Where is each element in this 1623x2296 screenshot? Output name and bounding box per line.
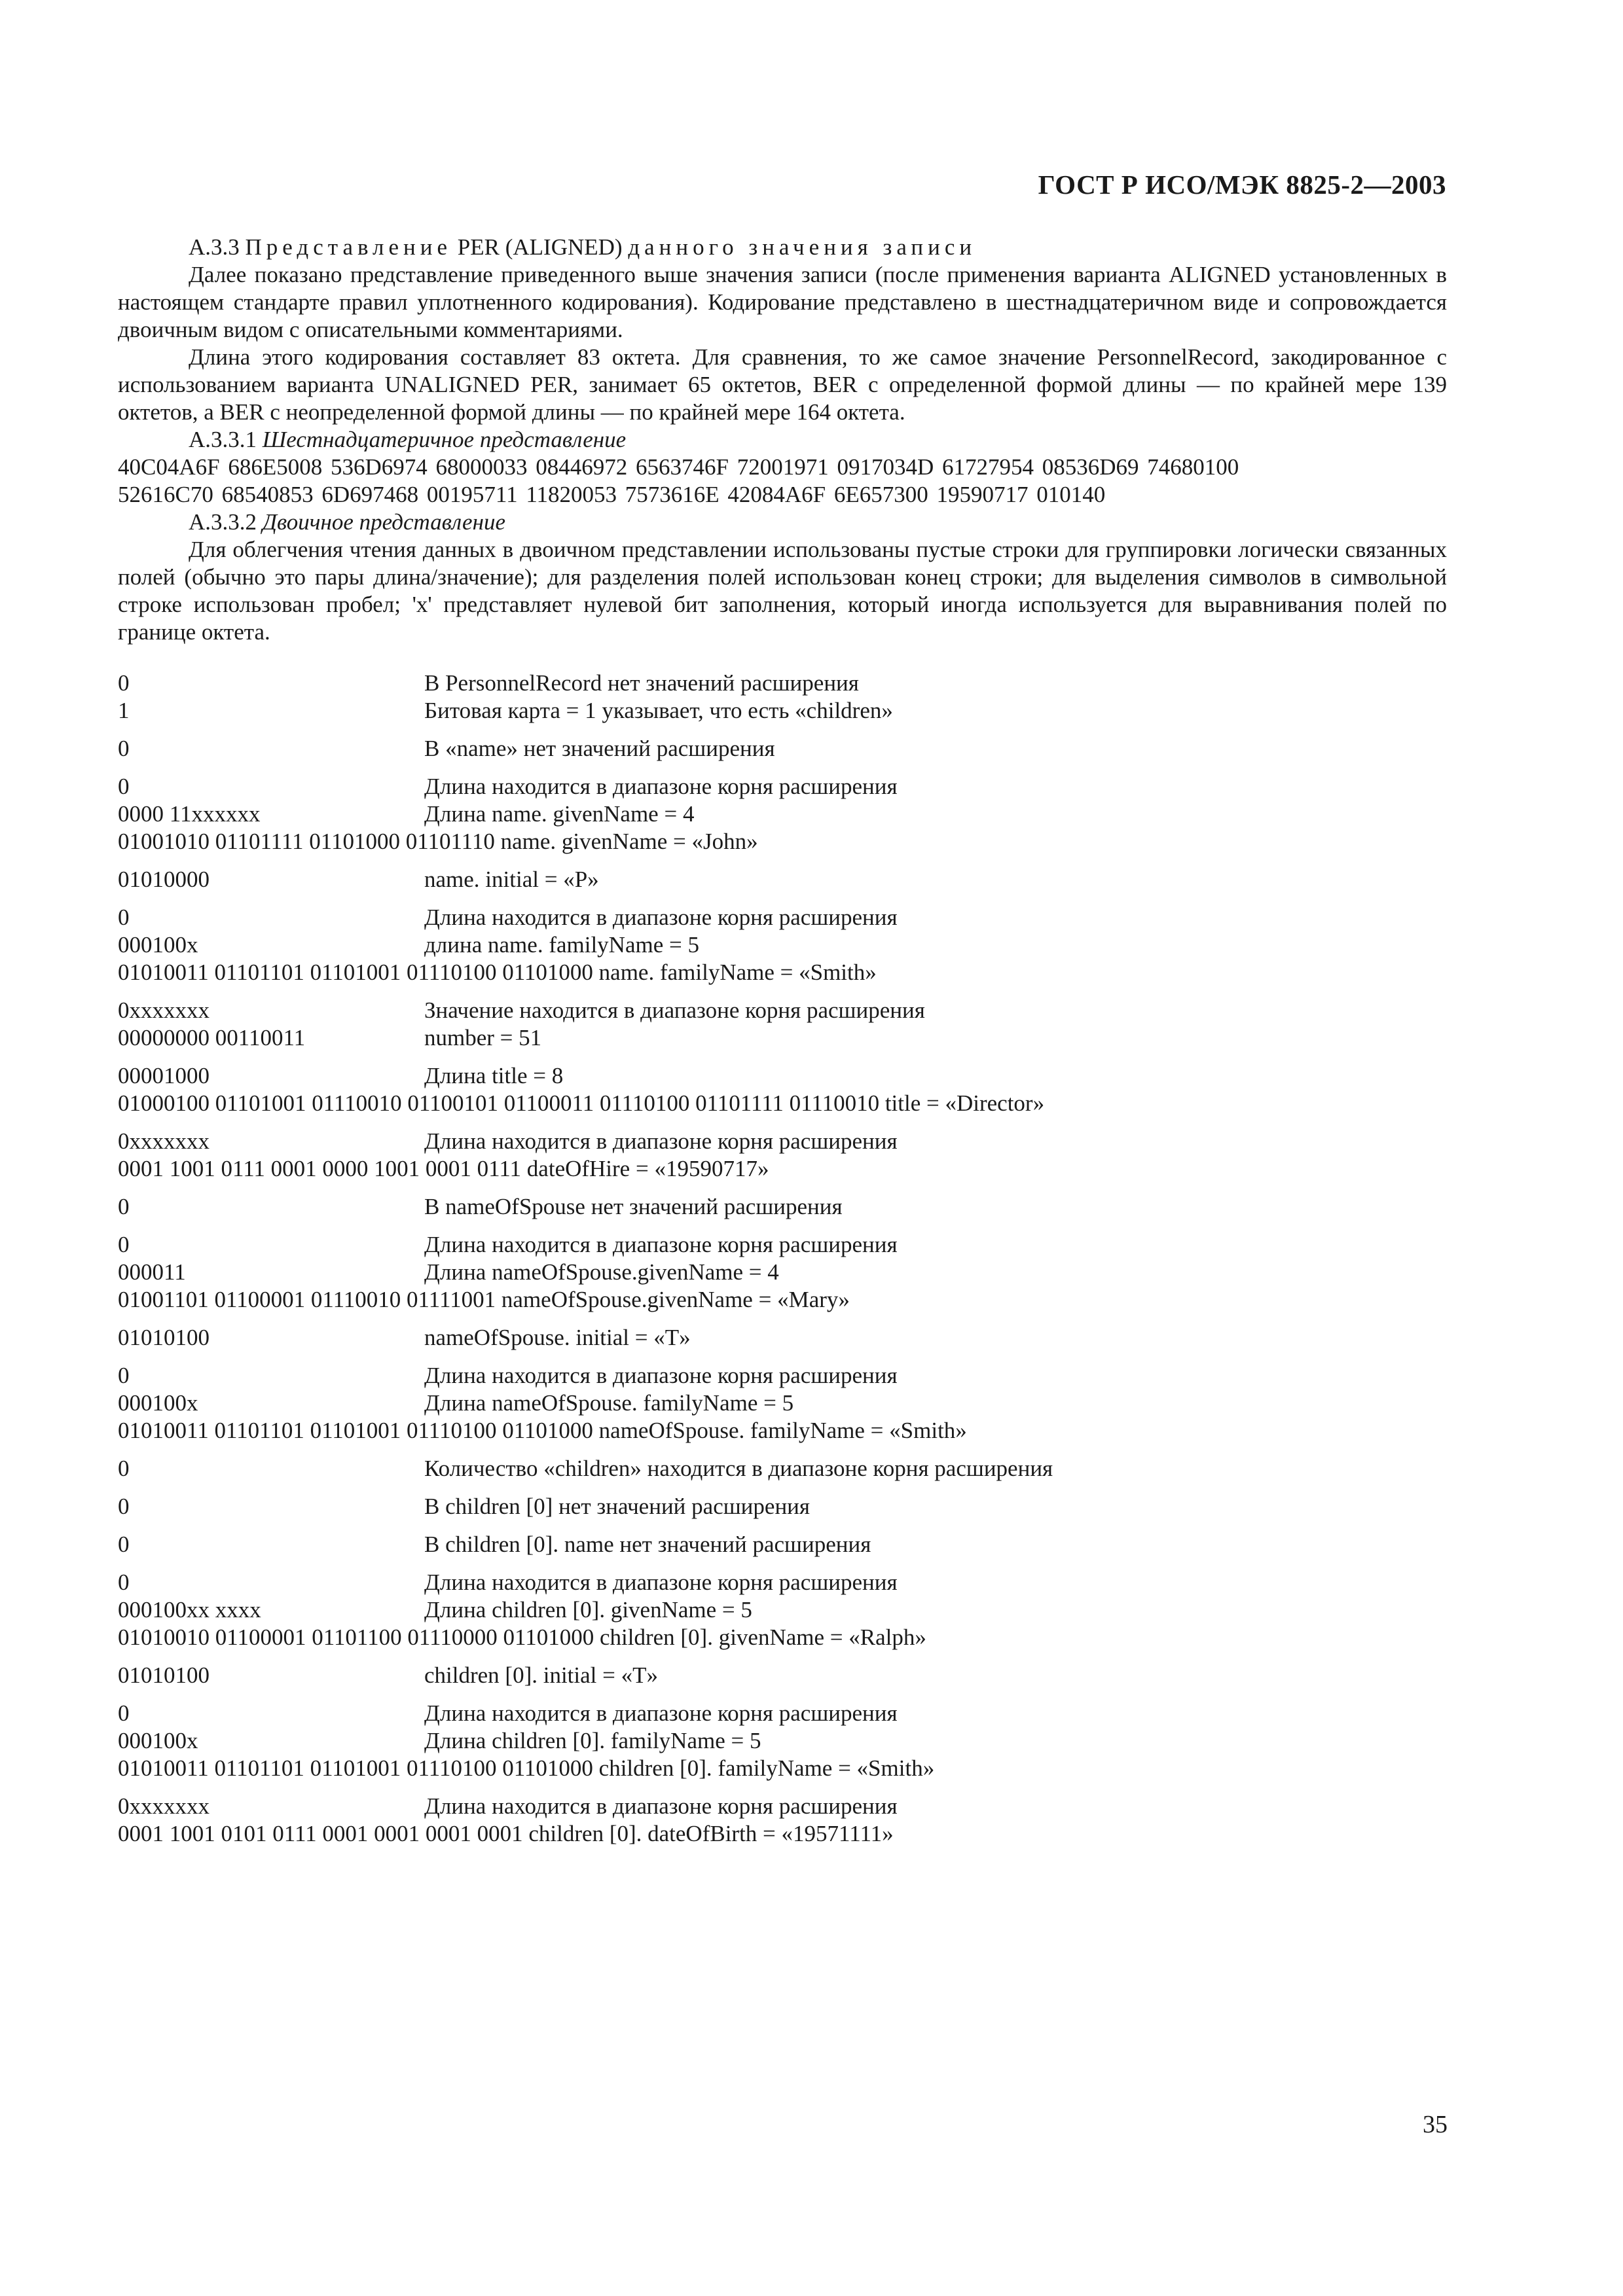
comment-cell: Длина title = 8 bbox=[424, 1063, 564, 1088]
binary-row bbox=[118, 1362, 1447, 1390]
comment-cell: Длина находится в диапазоне корня расширения bbox=[424, 1793, 898, 1819]
binary-row bbox=[118, 735, 1447, 762]
binary-value-line: 01010011 01101101 01101001 01110100 01101000 nameOfSpouse. familyName = «Smith» bbox=[118, 1418, 967, 1443]
binary-group bbox=[118, 1128, 1447, 1183]
binary-row bbox=[118, 1531, 1447, 1558]
section-title-mid: PER (ALIGNED) bbox=[457, 234, 623, 260]
bits-cell: 0 bbox=[118, 736, 130, 761]
section-title-tail: данного значения записи bbox=[628, 234, 977, 260]
binary-value-line: 01010010 01100001 01101100 01110000 01101000 children [0]. givenName = «Ralph» bbox=[118, 1624, 926, 1650]
section-number: A.3.3 bbox=[189, 234, 240, 260]
paragraph-length: Длина этого кодирования составляет 83 октета. Для сравнения, то же самое значение PersonnelRecord, закодированное с использованием варианта UNALIGNED PER, занимает 65 октетов, BER с определенной формой длины — по крайней мере 139 октетов, а BER с неопределенной формой длины — по крайней мере 164 октета. bbox=[118, 344, 1447, 425]
binary-group bbox=[118, 1324, 1447, 1352]
comment-cell: Длина находится в диапазоне корня расширения bbox=[424, 774, 898, 799]
binary-row bbox=[118, 1324, 1447, 1352]
binary-value-line: 01000100 01101001 01110010 01100101 01100011 01110100 01101111 01110010 title = «Director» bbox=[118, 1090, 1045, 1116]
bits-cell: 0 bbox=[118, 670, 130, 696]
binary-row bbox=[118, 931, 1447, 959]
paragraph-binary-explanation: Для облегчения чтения данных в двоичном представлении использованы пустые строки для группировки логически связанных полей (обычно это пары длина/значение); для разделения полей использован конец строки; для выделения символов в символьной строке использован пробел; 'x' представляет нулевой бит заполнения, который иногда используется для выравнивания полей по границе октета. bbox=[118, 537, 1447, 645]
binary-group bbox=[118, 1493, 1447, 1520]
binary-row bbox=[118, 1062, 1447, 1090]
binary-listing bbox=[118, 670, 1447, 1848]
hex-line-1: 40C04A6F 686E5008 536D6974 68000033 08446972 6563746F 72001971 0917034D 61727954 08536D69 74680100 bbox=[118, 454, 1239, 480]
binary-group bbox=[118, 670, 1447, 725]
binary-value-line: 01010011 01101101 01101001 01110100 01101000 name. familyName = «Smith» bbox=[118, 960, 877, 985]
comment-cell: Количество «children» находится в диапазоне корня расширения bbox=[424, 1456, 1053, 1481]
subsection-title: Двоичное представление bbox=[262, 509, 505, 535]
bits-cell: 0 bbox=[118, 1532, 130, 1557]
comment-cell: Длина children [0]. familyName = 5 bbox=[424, 1728, 761, 1753]
binary-row bbox=[118, 1455, 1447, 1482]
binary-group bbox=[118, 1362, 1447, 1444]
binary-row bbox=[118, 1662, 1447, 1689]
comment-cell: Длина находится в диапазоне корня расширения bbox=[424, 1700, 898, 1726]
binary-group bbox=[118, 1569, 1447, 1651]
binary-row bbox=[118, 1193, 1447, 1221]
comment-cell: Длина находится в диапазоне корня расширения bbox=[424, 1128, 898, 1154]
bits-cell: 00001000 bbox=[118, 1063, 210, 1088]
subsection-hex-heading bbox=[118, 426, 1447, 454]
comment-cell: children [0]. initial = «T» bbox=[424, 1662, 659, 1688]
binary-group bbox=[118, 1062, 1447, 1117]
comment-cell: name. initial = «P» bbox=[424, 867, 599, 892]
bits-cell: 0 bbox=[118, 1363, 130, 1388]
bits-cell: 01010000 bbox=[118, 867, 210, 892]
binary-row bbox=[118, 1569, 1447, 1596]
bits-cell: 0 bbox=[118, 1700, 130, 1726]
bits-cell: 00000000 00110011 bbox=[118, 1025, 306, 1050]
bits-cell: 000100x bbox=[118, 1728, 198, 1753]
hex-line-2: 52616C70 68540853 6D697468 00195711 11820053 7573616E 42084A6F 6E657300 19590717 010140 bbox=[118, 482, 1106, 507]
bits-cell: 000100x bbox=[118, 932, 198, 958]
bits-cell: 000011 bbox=[118, 1259, 186, 1285]
comment-cell: Длина nameOfSpouse.givenName = 4 bbox=[424, 1259, 779, 1285]
comment-cell: В PersonnelRecord нет значений расширения bbox=[424, 670, 859, 696]
binary-row bbox=[118, 866, 1447, 893]
binary-group bbox=[118, 773, 1447, 855]
binary-row bbox=[118, 1793, 1447, 1820]
standard-header: ГОСТ Р ИСО/МЭК 8825-2—2003 bbox=[1038, 170, 1446, 200]
comment-cell: В «name» нет значений расширения bbox=[424, 736, 775, 761]
binary-group bbox=[118, 997, 1447, 1052]
bits-cell: 0xxxxxxx bbox=[118, 1793, 210, 1819]
bits-cell: 0 bbox=[118, 1456, 130, 1481]
comment-cell: Длина находится в диапазоне корня расширения bbox=[424, 1570, 898, 1595]
binary-row bbox=[118, 1493, 1447, 1520]
bits-cell: 000100xx xxxx bbox=[118, 1597, 261, 1623]
page-number: 35 bbox=[1423, 2111, 1448, 2138]
comment-cell: Длина находится в диапазоне корня расширения bbox=[424, 1232, 898, 1257]
bits-cell: 000100x bbox=[118, 1390, 198, 1416]
binary-group bbox=[118, 904, 1447, 986]
bits-cell: 0xxxxxxx bbox=[118, 997, 210, 1023]
bits-cell: 0xxxxxxx bbox=[118, 1128, 210, 1154]
binary-row bbox=[118, 1700, 1447, 1727]
bits-cell: 0 bbox=[118, 1232, 130, 1257]
comment-cell: В nameOfSpouse нет значений расширения bbox=[424, 1194, 843, 1219]
binary-value-line: 0001 1001 0101 0111 0001 0001 0001 0001 children [0]. dateOfBirth = «19571111» bbox=[118, 1821, 894, 1846]
binary-row bbox=[118, 1596, 1447, 1624]
comment-cell: Длина nameOfSpouse. familyName = 5 bbox=[424, 1390, 794, 1416]
binary-group bbox=[118, 1231, 1447, 1314]
binary-row bbox=[118, 997, 1447, 1024]
subsection-number: A.3.3.2 bbox=[189, 509, 257, 535]
binary-group bbox=[118, 735, 1447, 762]
bits-cell: 0 bbox=[118, 774, 130, 799]
binary-value-line: 01001010 01101111 01101000 01101110 name. givenName = «John» bbox=[118, 829, 758, 854]
binary-group bbox=[118, 1455, 1447, 1482]
bits-cell: 0000 11xxxxxx bbox=[118, 801, 261, 827]
binary-value-line: 01001101 01100001 01110010 01111001 nameOfSpouse.givenName = «Mary» bbox=[118, 1287, 850, 1312]
comment-cell: number = 51 bbox=[424, 1025, 542, 1050]
bits-cell: 0 bbox=[118, 1570, 130, 1595]
binary-group bbox=[118, 866, 1447, 893]
binary-group bbox=[118, 1531, 1447, 1558]
comment-cell: Битовая карта = 1 указывает, что есть «children» bbox=[424, 698, 893, 723]
bits-cell: 0 bbox=[118, 1494, 130, 1519]
binary-row bbox=[118, 670, 1447, 697]
bits-cell: 1 bbox=[118, 698, 130, 723]
binary-row bbox=[118, 800, 1447, 828]
bits-cell: 0 bbox=[118, 905, 130, 930]
binary-row bbox=[118, 1259, 1447, 1286]
binary-row bbox=[118, 904, 1447, 931]
comment-cell: Значение находится в диапазоне корня расширения bbox=[424, 997, 925, 1023]
binary-value-line: 01010011 01101101 01101001 01110100 01101000 children [0]. familyName = «Smith» bbox=[118, 1755, 935, 1781]
section-title-spaced: Представление bbox=[245, 234, 452, 260]
comment-cell: Длина находится в диапазоне корня расширения bbox=[424, 1363, 898, 1388]
page-content bbox=[118, 234, 1447, 1848]
comment-cell: nameOfSpouse. initial = «T» bbox=[424, 1325, 691, 1350]
comment-cell: Длина children [0]. givenName = 5 bbox=[424, 1597, 752, 1623]
binary-row bbox=[118, 1727, 1447, 1755]
binary-group bbox=[118, 1662, 1447, 1689]
bits-cell: 01010100 bbox=[118, 1662, 210, 1688]
subsection-number: A.3.3.1 bbox=[189, 427, 257, 452]
binary-row bbox=[118, 697, 1447, 725]
bits-cell: 01010100 bbox=[118, 1325, 210, 1350]
binary-row bbox=[118, 1231, 1447, 1259]
binary-row bbox=[118, 1390, 1447, 1417]
comment-cell: В children [0] нет значений расширения bbox=[424, 1494, 811, 1519]
subsection-title: Шестнадцатеричное представление bbox=[262, 427, 627, 452]
paragraph-intro: Далее показано представление приведенного выше значения записи (после применения варианта ALIGNED установленных в настоящем стандарте правил уплотненного кодирования). Кодирование представлено в шестнадцатеричном виде и сопровождается двоичным видом с описательными комментариями. bbox=[118, 262, 1447, 342]
comment-cell: В children [0]. name нет значений расширения bbox=[424, 1532, 871, 1557]
binary-row bbox=[118, 1128, 1447, 1155]
binary-row bbox=[118, 773, 1447, 800]
binary-group bbox=[118, 1700, 1447, 1782]
bits-cell: 0 bbox=[118, 1194, 130, 1219]
comment-cell: Длина name. givenName = 4 bbox=[424, 801, 695, 827]
comment-cell: длина name. familyName = 5 bbox=[424, 932, 699, 958]
subsection-binary-heading bbox=[118, 509, 1447, 536]
binary-group bbox=[118, 1193, 1447, 1221]
binary-row bbox=[118, 1024, 1447, 1052]
section-heading bbox=[118, 234, 1447, 261]
binary-group bbox=[118, 1793, 1447, 1848]
comment-cell: Длина находится в диапазоне корня расширения bbox=[424, 905, 898, 930]
binary-value-line: 0001 1001 0111 0001 0000 1001 0001 0111 dateOfHire = «19590717» bbox=[118, 1156, 769, 1181]
